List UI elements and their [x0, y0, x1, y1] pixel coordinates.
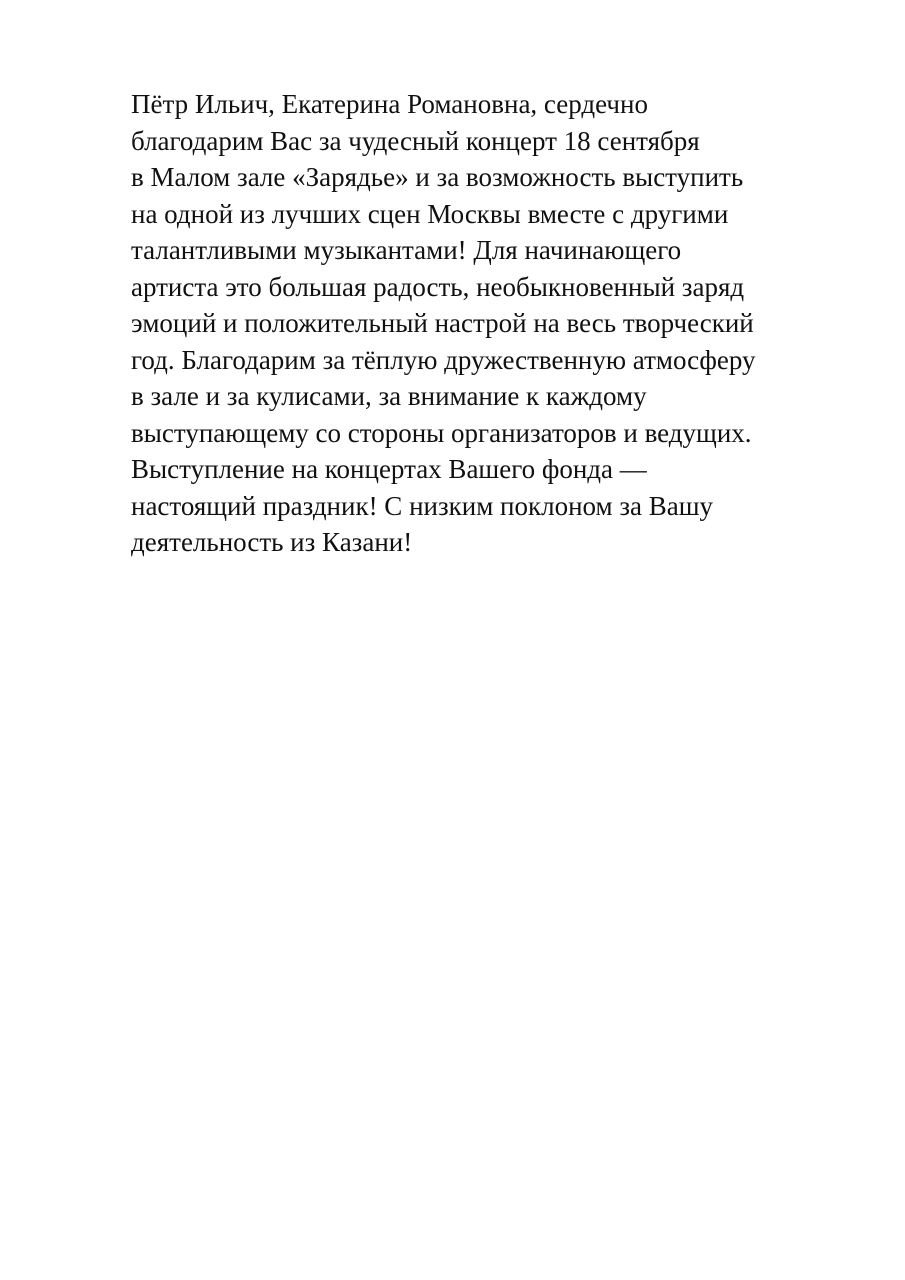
letter-line-6: артиста это большая радость, необыкновенный заряд [131, 271, 745, 302]
letter-line-10: выступающему со стороны организаторов и ведущих. [131, 417, 752, 448]
letter-line-12: настоящий праздник! С низким поклоном за Вашу [131, 490, 714, 521]
letter-line-8: год. Благодарим за тёплую дружественную атмосферу [131, 344, 756, 375]
letter-line-11: Выступление на концертах Вашего фонда — [131, 454, 647, 484]
letter-line-13: деятельность из Казани! [131, 527, 413, 557]
letter-line-1: Пётр Ильич, Екатерина Романовна, сердечно [131, 89, 648, 119]
letter-line-5: талантливыми музыкантами! Для начинающего [131, 235, 682, 265]
letter-line-4: на одной из лучших сцен Москвы вместе с другими [131, 198, 729, 229]
letter-line-2: благодарим Вас за чудесный концерт 18 сентября [131, 125, 700, 156]
letter-line-7: эмоций и положительный настрой на весь творческий [131, 308, 754, 338]
thank-you-letter-paragraph [131, 86, 851, 561]
letter-line-9: в зале и за кулисами, за внимание к каждому [131, 381, 647, 411]
letter-line-3: в Малом зале «Зарядье» и за возможность выступить [131, 162, 744, 192]
